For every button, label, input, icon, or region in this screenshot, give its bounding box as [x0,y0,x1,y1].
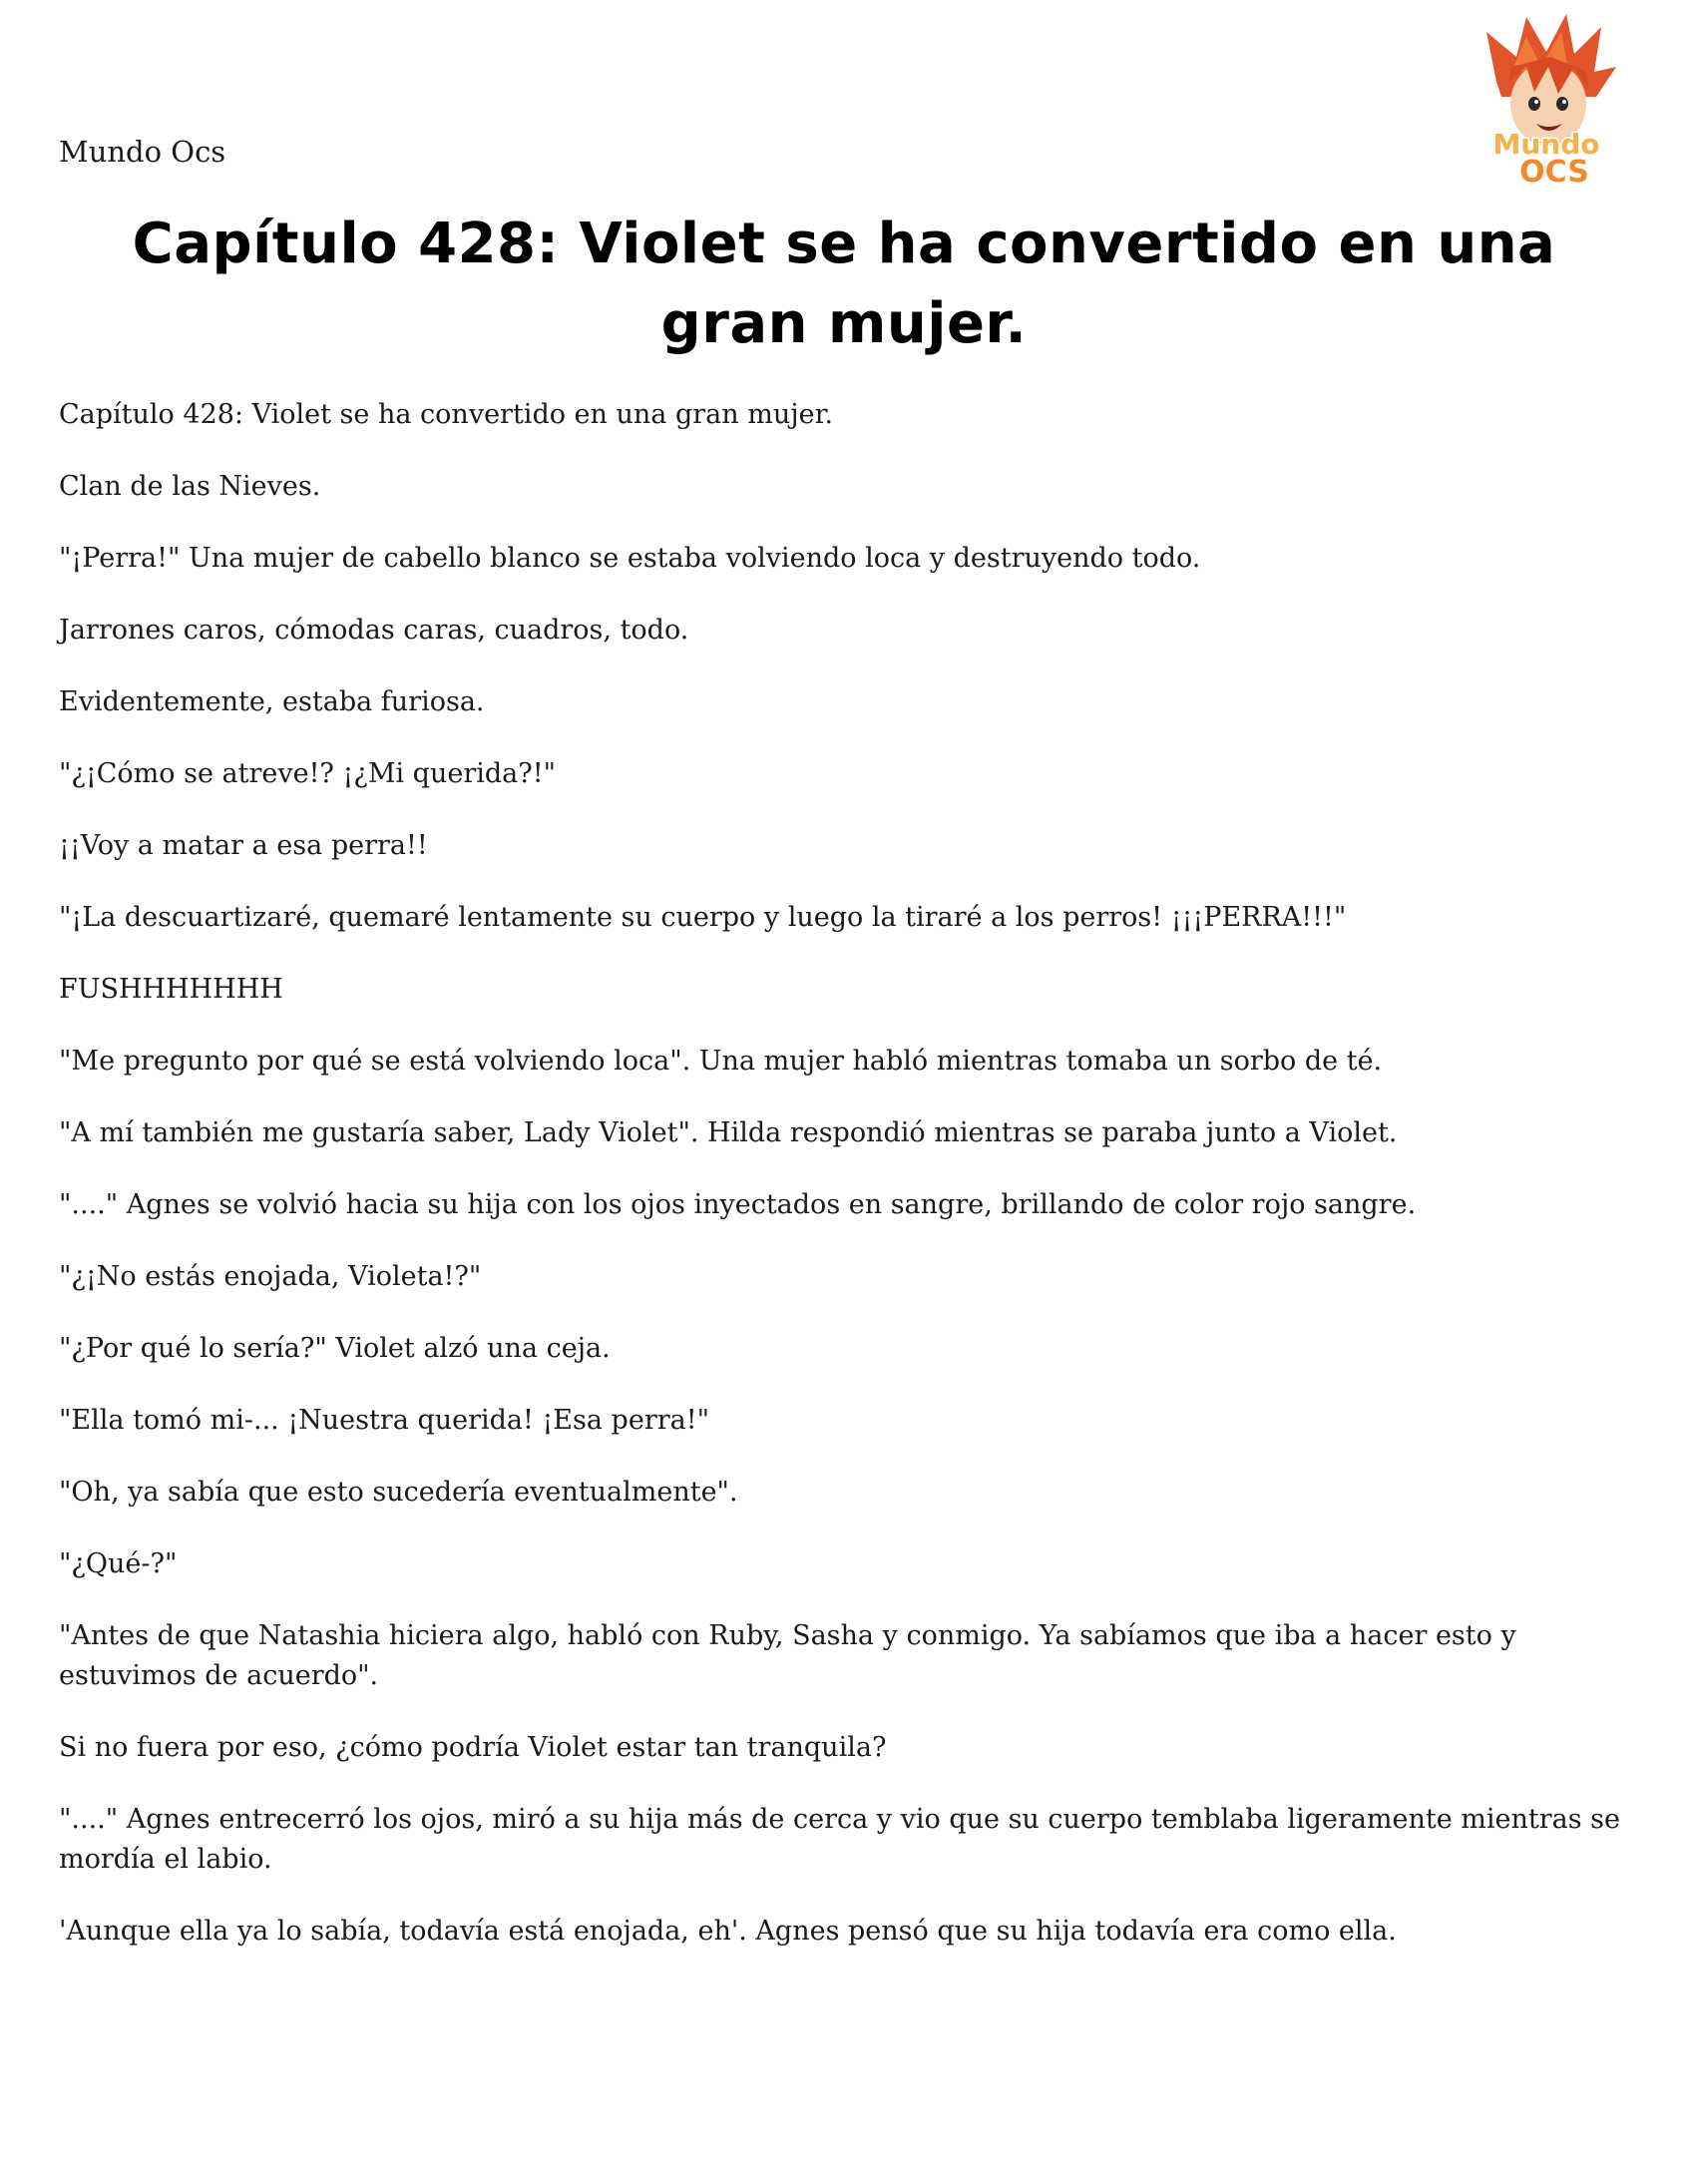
paragraph: 'Aunque ella ya lo sabía, todavía está enojada, eh'. Agnes pensó que su hija todavía era como ella. [59,1916,1397,1947]
logo-text-top: Mundo [1492,128,1600,161]
paragraph: "¡Perra!" Una mujer de cabello blanco se estaba volviendo loca y destruyendo todo. [59,543,1201,574]
paragraph: Clan de las Nieves. [59,471,321,502]
paragraph: "Ella tomó mi-... ¡Nuestra querida! ¡Esa perra!" [59,1405,709,1436]
chapter-title: Capítulo 428: Violet se ha convertido en una gran mujer. [132,212,1556,356]
paragraph: Capítulo 428: Violet se ha convertido en una gran mujer. [59,399,834,430]
paragraph: "A mí también me gustaría saber, Lady Violet". Hilda respondió mientras se paraba junto a Violet. [59,1117,1398,1148]
logo-text-bottom: OCS [1519,155,1589,187]
paragraph: "Me pregunto por qué se está volviendo loca". Una mujer habló mientras tomaba un sorbo de té. [59,1046,1383,1077]
paragraph: Si no fuera por eso, ¿cómo podría Violet estar tan tranquila? [59,1732,887,1763]
paragraph: "¿¡No estás enojada, Violeta!?" [59,1261,482,1292]
paragraph: Jarrones caros, cómodas caras, cuadros, todo. [59,615,689,646]
mundo-ocs-logo [1457,12,1636,187]
paragraph: Evidentemente, estaba furiosa. [59,686,485,717]
paragraph: "Antes de que Natashia hiciera algo, habló con Ruby, Sasha y conmigo. Ya sabíamos que iba a hacer esto y estuvimos de acuerdo". [59,1620,1525,1691]
paragraph: ¡¡Voy a matar a esa perra!! [59,830,428,861]
paragraph: FUSHHHHHHH [59,974,283,1005]
paragraph: "¡La descuartizaré, quemaré lentamente su cuerpo y luego la tiraré a los perros! ¡¡¡PERRA!!!" [59,902,1347,933]
paragraph: "¿¡Cómo se atreve!? ¡¿Mi querida?!" [59,758,556,789]
site-name: Mundo Ocs [59,135,226,169]
paragraph: "¿Qué-?" [59,1548,178,1579]
chapter-body [59,395,1655,1983]
paragraph: "Oh, ya sabía que esto sucedería eventualmente". [59,1477,738,1508]
paragraph: "¿Por qué lo sería?" Violet alzó una ceja. [59,1333,611,1364]
paragraph: "...." Agnes se volvió hacia su hija con los ojos inyectados en sangre, brillando de color rojo sangre. [59,1189,1417,1220]
paragraph: "...." Agnes entrecerró los ojos, miró a su hija más de cerca y vio que su cuerpo temblaba ligeramente mientras se mordía el labio. [59,1804,1629,1875]
